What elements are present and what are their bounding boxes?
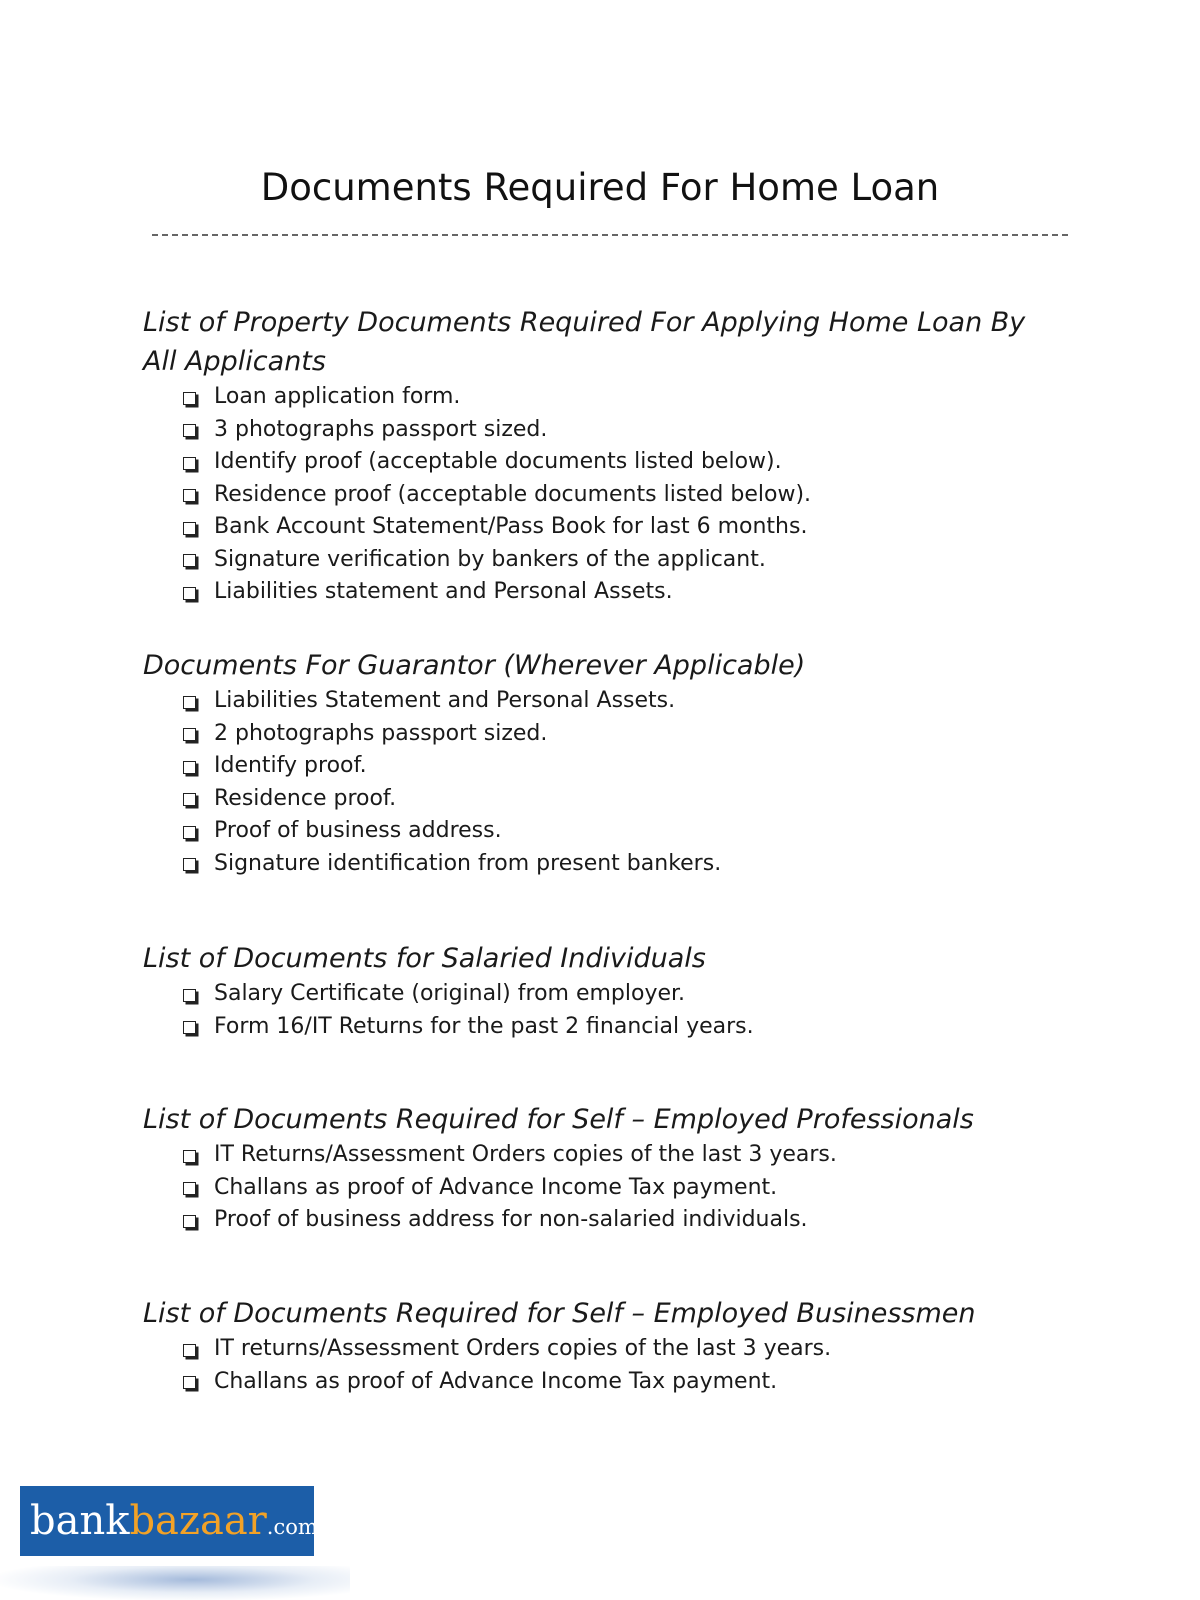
logo-text-bazaar: bazaar	[129, 1498, 267, 1544]
list-item-text: Signature verification by bankers of the applicant.	[214, 546, 766, 572]
square-checkbox-icon	[183, 554, 196, 567]
list-item	[183, 783, 1103, 816]
list-item-text: Residence proof (acceptable documents listed below).	[214, 481, 812, 507]
title-divider	[152, 234, 1068, 236]
list-item	[183, 1366, 1103, 1399]
list-item-text: Loan application form.	[214, 384, 461, 409]
list-item	[183, 446, 1103, 479]
list-item-text: Form 16/IT Returns for the past 2 financial years.	[214, 1013, 754, 1039]
list-item-text: 3 photographs passport sized.	[214, 416, 548, 442]
list-item-text: Challans as proof of Advance Income Tax payment.	[214, 1368, 778, 1394]
section-heading: Documents For Guarantor (Wherever Applicable)	[143, 650, 806, 681]
logo-text-com: .com	[266, 1515, 318, 1539]
list-item-text: Signature identification from present bankers.	[214, 850, 722, 876]
item-list	[143, 381, 1103, 609]
list-item	[183, 750, 1103, 783]
section-self-employed-professionals	[143, 1100, 1103, 1237]
list-item-text: Residence proof.	[214, 785, 397, 811]
square-checkbox-icon	[183, 793, 196, 806]
square-checkbox-icon	[183, 761, 196, 774]
list-item	[183, 381, 1103, 414]
section-self-employed-businessmen	[143, 1294, 1103, 1398]
section-heading: List of Documents Required for Self – Employed Professionals	[143, 1104, 974, 1135]
section-guarantor	[143, 646, 1103, 880]
logo-shadow	[0, 1566, 350, 1600]
list-item-text: Proof of business address for non-salaried individuals.	[214, 1207, 808, 1232]
page-title: Documents Required For Home Loan	[260, 166, 940, 209]
item-list	[143, 978, 1103, 1043]
list-item-text: Bank Account Statement/Pass Book for last 6 months.	[214, 514, 808, 539]
section-heading: List of Documents for Salaried Individuals	[143, 943, 706, 974]
item-list	[143, 685, 1103, 880]
list-item-text: Challans as proof of Advance Income Tax payment.	[214, 1174, 778, 1200]
section-all-applicants	[143, 303, 1103, 609]
list-item	[183, 815, 1103, 848]
list-item	[183, 511, 1103, 544]
square-checkbox-icon	[183, 989, 196, 1002]
list-item	[183, 576, 1103, 609]
list-item	[183, 1333, 1103, 1366]
list-item	[183, 1139, 1103, 1172]
list-item	[183, 1204, 1103, 1237]
list-item	[183, 544, 1103, 577]
list-item	[183, 685, 1103, 718]
list-item-text: 2 photographs passport sized.	[214, 720, 548, 746]
bankbazaar-logo	[20, 1486, 318, 1556]
square-checkbox-icon	[183, 392, 196, 405]
list-item	[183, 848, 1103, 881]
list-item	[183, 1011, 1103, 1044]
square-checkbox-icon	[183, 587, 196, 600]
square-checkbox-icon	[183, 489, 196, 502]
square-checkbox-icon	[183, 858, 196, 871]
square-checkbox-icon	[183, 1344, 196, 1357]
logo-text-bank: bank	[30, 1498, 130, 1544]
list-item-text: IT returns/Assessment Orders copies of the last 3 years.	[214, 1336, 832, 1361]
section-salaried	[143, 939, 1103, 1043]
square-checkbox-icon	[183, 424, 196, 437]
square-checkbox-icon	[183, 1021, 196, 1034]
list-item-text: Salary Certificate (original) from employer.	[214, 981, 686, 1006]
list-item	[183, 978, 1103, 1011]
square-checkbox-icon	[183, 457, 196, 470]
item-list	[143, 1333, 1103, 1398]
section-heading: List of Documents Required for Self – Employed Businessmen	[143, 1298, 976, 1329]
square-checkbox-icon	[183, 826, 196, 839]
list-item-text: Liabilities statement and Personal Assets.	[214, 579, 673, 604]
list-item	[183, 414, 1103, 447]
list-item-text: Identify proof (acceptable documents listed below).	[214, 449, 782, 474]
square-checkbox-icon	[183, 1182, 196, 1195]
list-item-text: Identify proof.	[214, 753, 367, 778]
list-item-text: Liabilities Statement and Personal Assets.	[214, 688, 676, 713]
square-checkbox-icon	[183, 1376, 196, 1389]
square-checkbox-icon	[183, 1150, 196, 1163]
section-heading: List of Property Documents Required For Applying Home Loan By All Applicants	[143, 307, 1026, 377]
square-checkbox-icon	[183, 522, 196, 535]
list-item-text: IT Returns/Assessment Orders copies of the last 3 years.	[214, 1142, 837, 1167]
item-list	[143, 1139, 1103, 1237]
list-item	[183, 1172, 1103, 1205]
square-checkbox-icon	[183, 696, 196, 709]
list-item	[183, 479, 1103, 512]
list-item	[183, 718, 1103, 751]
list-item-text: Proof of business address.	[214, 818, 502, 843]
square-checkbox-icon	[183, 1215, 196, 1228]
square-checkbox-icon	[183, 728, 196, 741]
